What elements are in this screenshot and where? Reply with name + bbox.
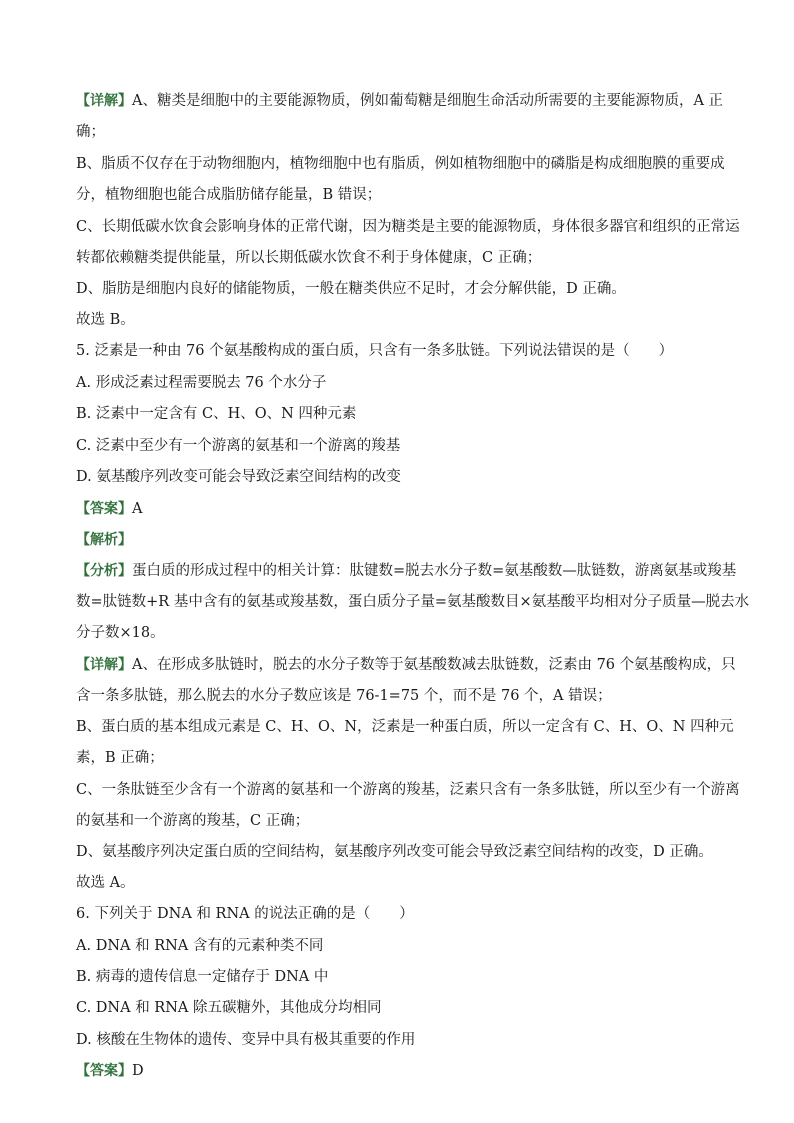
line-text: 数=肽链数+R 基中含有的氨基或羧基数，蛋白质分子量=氨基酸数目×氨基酸平均相对分子质量—脱去水 (76, 594, 750, 610)
option-line (76, 436, 400, 456)
line-text: D、氨基酸序列决定蛋白质的空间结构，氨基酸序列改变可能会导致泛素空间结构的改变，D 正确。 (76, 844, 713, 860)
answer-text: D (132, 1063, 144, 1079)
line-text: 确； (76, 124, 105, 140)
option-line (76, 404, 356, 424)
option-line (76, 998, 381, 1018)
line-text: 蛋白质的形成过程中的相关计算：肽键数=脱去水分子数=氨基酸数—肽链数，游离氨基或羧基 (132, 563, 737, 579)
question-stem (76, 904, 414, 924)
line-text: 分，植物细胞也能合成脂肪储存能量，B 错误； (76, 187, 382, 203)
text-line (76, 592, 749, 612)
text-line (76, 780, 740, 800)
text-line (76, 310, 135, 330)
text-line (76, 748, 164, 768)
line-text: 含一条多肽链，那么脱去的水分子数应该是 76-1=75 个，而不是 76 个，A 错误； (76, 688, 612, 704)
line-text: 分子数×18。 (76, 625, 165, 641)
text-line (76, 811, 309, 831)
option-line (76, 467, 401, 487)
option-line (76, 1030, 415, 1050)
line-text: B、蛋白质的基本组成元素是 C、H、O、N，泛素是一种蛋白质，所以一定含有 C、H、O、N 四种元 (76, 719, 734, 735)
analysis-heading (76, 530, 132, 550)
option-line (76, 967, 328, 987)
text-line (76, 717, 734, 737)
text-line (76, 217, 740, 237)
text-line (76, 686, 612, 706)
section-tag: 【详解】 (76, 93, 132, 109)
line-text: A. DNA 和 RNA 含有的元素种类不同 (76, 938, 324, 954)
text-line (76, 154, 725, 174)
line-text: 故选 A。 (76, 875, 135, 891)
text-line (76, 185, 381, 205)
text-line (76, 873, 135, 893)
text-line (76, 122, 105, 142)
line-text: B. 病毒的遗传信息一定储存于 DNA 中 (76, 969, 329, 985)
text-line (76, 623, 165, 643)
text-line (76, 279, 626, 299)
answer-line (76, 499, 142, 519)
line-text: C、一条肽链至少含有一个游离的氨基和一个游离的羧基，泛素只含有一条多肽链，所以至少有一个游离 (76, 782, 740, 798)
line-text: C、长期低碳水饮食会影响身体的正常代谢，因为糖类是主要的能源物质，身体很多器官和组织的正常运 (76, 219, 740, 235)
line-text: D. 核酸在生物体的遗传、变异中具有极其重要的作用 (76, 1032, 416, 1048)
line-text: 素，B 正确； (76, 750, 164, 766)
section-tag: 【分析】 (76, 563, 132, 579)
option-line (76, 373, 326, 393)
line-text: 的氨基和一个游离的羧基，C 正确； (76, 813, 310, 829)
text-line (76, 655, 736, 675)
line-text: 6. 下列关于 DNA 和 RNA 的说法正确的是（ ） (76, 906, 414, 922)
option-line (76, 936, 323, 956)
line-text: 故选 B。 (76, 312, 135, 328)
text-line (76, 248, 541, 268)
line-text: A、糖类是细胞中的主要能源物质，例如葡萄糖是细胞生命活动所需要的主要能源物质，A 正 (132, 93, 724, 109)
text-line (76, 91, 723, 111)
answer-tag: 【答案】 (76, 1063, 132, 1079)
answer-tag: 【答案】 (76, 501, 132, 517)
text-line (76, 842, 713, 862)
line-text: D. 氨基酸序列改变可能会导致泛素空间结构的改变 (76, 469, 401, 485)
question-stem (76, 341, 673, 361)
section-tag: 【详解】 (76, 657, 132, 673)
line-text: 转都依赖糖类提供能量，所以长期低碳水饮食不利于身体健康，C 正确； (76, 250, 542, 266)
line-text: C. DNA 和 RNA 除五碳糖外，其他成分均相同 (76, 1000, 382, 1016)
answer-text: A (132, 501, 143, 517)
line-text: C. 泛素中至少有一个游离的氨基和一个游离的羧基 (76, 438, 401, 454)
line-text: B、脂质不仅存在于动物细胞内，植物细胞中也有脂质，例如植物细胞中的磷脂是构成细胞膜的重要成 (76, 156, 725, 172)
text-line (76, 561, 736, 581)
answer-line (76, 1061, 144, 1081)
line-text: B. 泛素中一定含有 C、H、O、N 四种元素 (76, 406, 357, 422)
analysis-tag: 【解析】 (76, 532, 132, 548)
line-text: D、脂肪是细胞内良好的储能物质，一般在糖类供应不足时，才会分解供能，D 正确。 (76, 281, 626, 297)
line-text: A. 形成泛素过程需要脱去 76 个水分子 (76, 375, 327, 391)
line-text: 5. 泛素是一种由 76 个氨基酸构成的蛋白质，只含有一条多肽链。下列说法错误的是（ ） (76, 343, 674, 359)
line-text: A、在形成多肽链时，脱去的水分子数等于氨基酸数减去肽链数，泛素由 76 个氨基酸构成，只 (132, 657, 736, 673)
